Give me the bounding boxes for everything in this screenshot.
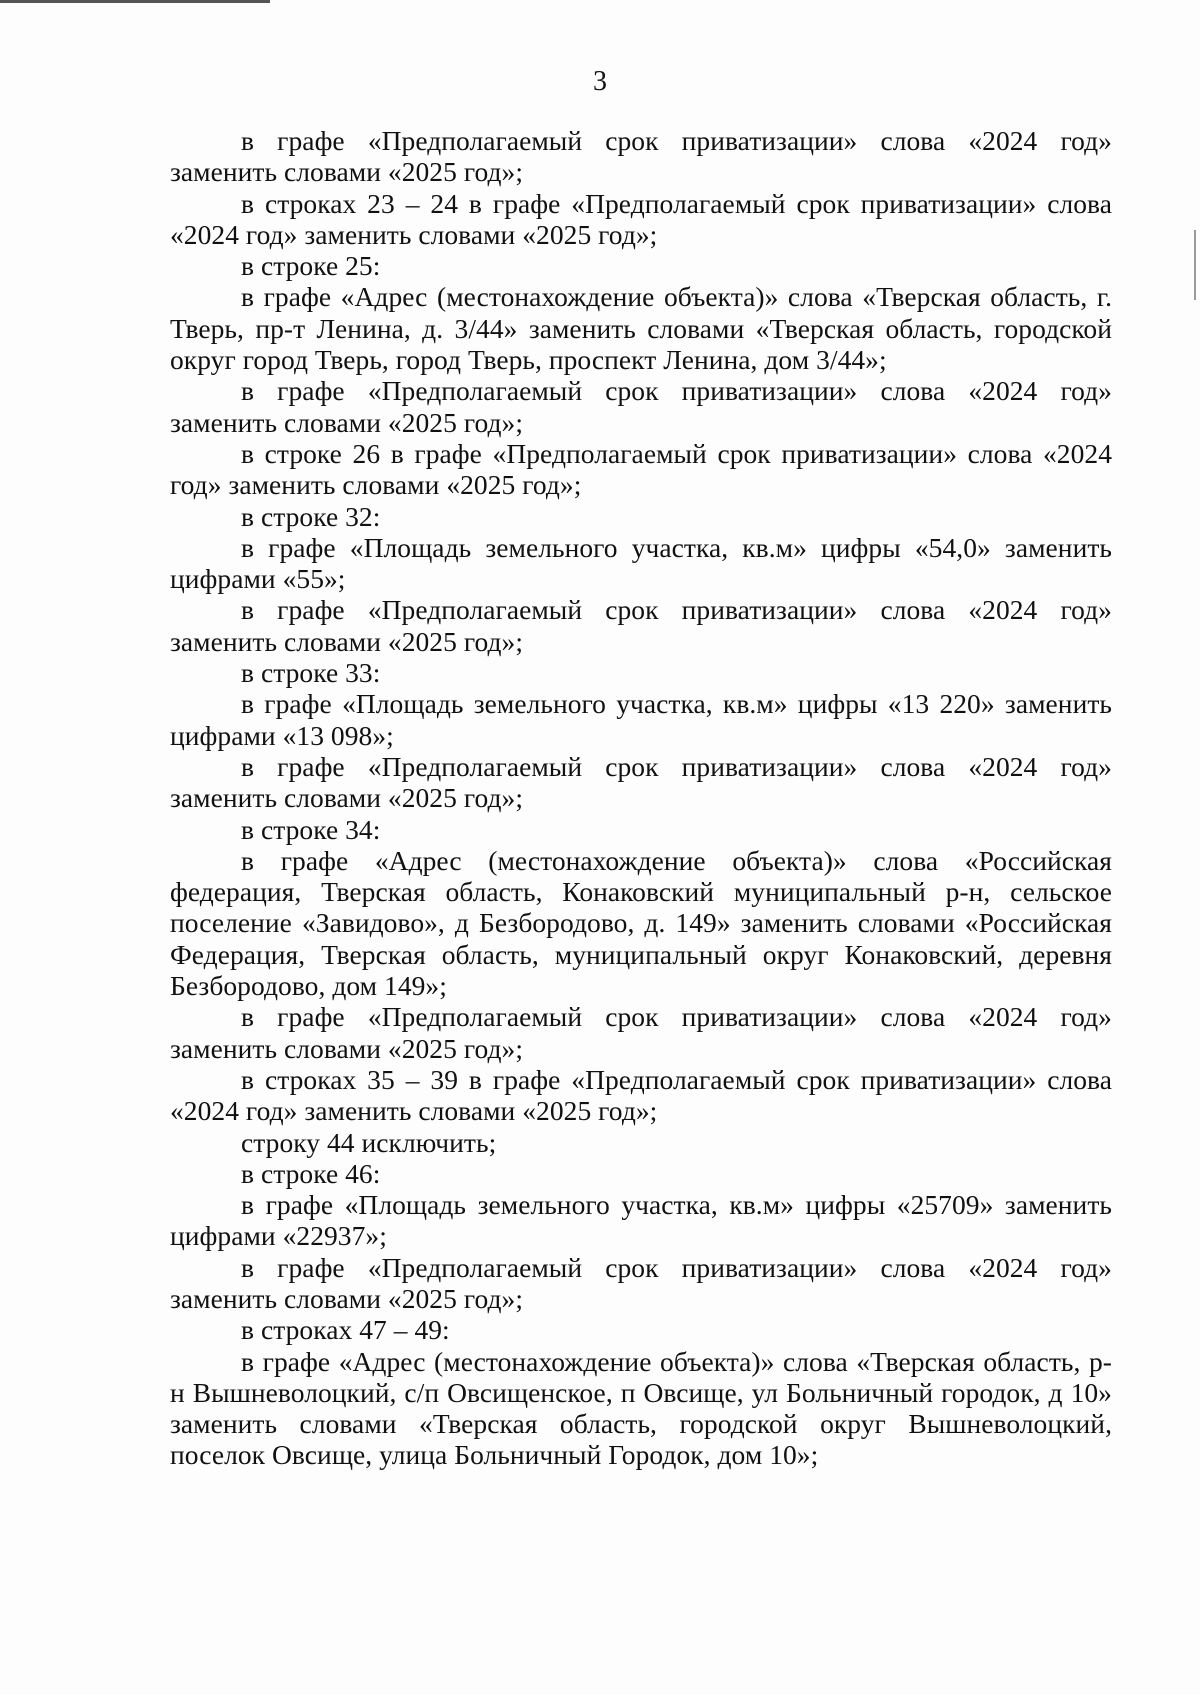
paragraph: в строке 32:: [241, 500, 381, 532]
paragraph: в строке 25:: [241, 250, 381, 282]
scan-top-rule: [0, 0, 270, 3]
paragraph: в строке 26 в графе «Предполагаемый срок приватизации» слова «2024 год» заменить словами «2025 год»;: [170, 437, 1112, 501]
paragraph: в графе «Площадь земельного участка, кв.м» цифры «54,0» заменить цифрами «55»;: [170, 531, 1112, 595]
paragraph: в строках 35 – 39 в графе «Предполагаемый срок приватизации» слова «2024 год» заменить словами «2025 год»;: [170, 1063, 1112, 1127]
paragraph: в графе «Предполагаемый срок приватизации» слова «2024 год» заменить словами «2025 год»;: [170, 750, 1112, 814]
document-body: [170, 125, 1112, 1471]
paragraph: в строке 34:: [241, 813, 381, 845]
paragraph: в строке 46:: [241, 1157, 381, 1189]
paragraph: в графе «Площадь земельного участка, кв.м» цифры «13 220» заменить цифрами «13 098»;: [170, 688, 1112, 751]
paragraph: в графе «Предполагаемый срок приватизации» слова «2024 год» заменить словами «2025 год»;: [170, 125, 1112, 188]
paragraph: в графе «Предполагаемый срок приватизации» слова «2024 год» заменить словами «2025 год»;: [170, 1001, 1112, 1064]
paragraph: в графе «Адрес (местонахождение объекта)» слова «Тверская область, г. Тверь, пр-т Ленина, д. 3/44» заменить словами «Тверская область, городской округ город Тверь, город Тверь, проспект Ленина, дом 3/44»;: [170, 281, 1112, 376]
paragraph: в графе «Адрес (местонахождение объекта)» слова «Тверская область, р-н Вышневолоцкий, с/п Овсищенское, п Овсище, ул Больничный городок, д 10» заменить словами «Тверская область, городской округ Вышневолоцкий, поселок Овсище, улица Больничный Городок, дом 10»;: [170, 1345, 1112, 1471]
paragraph: в графе «Предполагаемый срок приватизации» слова «2024 год» заменить словами «2025 год»;: [170, 594, 1112, 657]
paragraph: в строках 47 – 49:: [241, 1314, 450, 1346]
paragraph: в строках 23 – 24 в графе «Предполагаемый срок приватизации» слова «2024 год» заменить словами «2025 год»;: [170, 187, 1112, 250]
scan-margin-mark: [1194, 230, 1196, 300]
paragraph: в строке 33:: [241, 657, 381, 689]
paragraph: в графе «Адрес (местонахождение объекта)» слова «Российская федерация, Тверская область, Конаковский муниципальный р-н, сельское поселение «Завидово», д Безбородово, д. 149» заменить словами «Российская Федерация, Тверская область, муниципальный округ Конаковский, деревня Безбородово, дом 149»;: [170, 844, 1112, 1002]
paragraph: в графе «Предполагаемый срок приватизации» слова «2024 год» заменить словами «2025 год»;: [170, 375, 1112, 438]
paragraph: в графе «Площадь земельного участка, кв.м» цифры «25709» заменить цифрами «22937»;: [170, 1189, 1112, 1252]
paragraph: в графе «Предполагаемый срок приватизации» слова «2024 год» заменить словами «2025 год»;: [170, 1251, 1112, 1314]
paragraph: строку 44 исключить;: [241, 1126, 497, 1158]
page-number: 3: [593, 66, 607, 97]
